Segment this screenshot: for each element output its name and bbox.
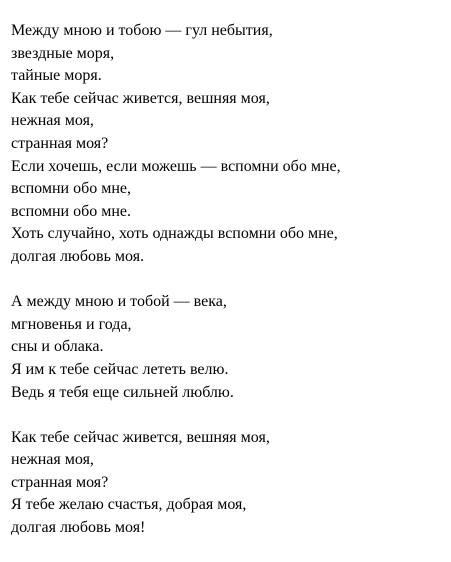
poem-line: вспомни обо мне, xyxy=(11,180,131,198)
poem-line: нежная моя, xyxy=(11,451,94,469)
stanza-2 xyxy=(11,291,441,404)
poem-line: Как тебе сейчас живется, вешняя моя, xyxy=(11,89,270,107)
poem-line: Я им к тебе сейчас лететь велю. xyxy=(11,360,229,378)
poem-line: Я тебе желаю счастья, добрая моя, xyxy=(11,496,247,514)
poem-line: тайные моря. xyxy=(11,67,102,85)
poem-text xyxy=(11,20,441,562)
stanza-3 xyxy=(11,427,441,540)
poem-line: нежная моя, xyxy=(11,112,94,130)
poem-line: Если хочешь, если можешь — вспомни обо мне, xyxy=(11,157,341,175)
poem-line: Хоть случайно, хоть однажды вспомни обо мне, xyxy=(11,225,338,243)
poem-line: А между мною и тобой — века, xyxy=(11,293,227,311)
poem-line: долгая любовь моя. xyxy=(11,247,145,265)
poem-line: мгновенья и года, xyxy=(11,315,132,333)
poem-line: странная моя? xyxy=(11,473,109,491)
poem-line: Как тебе сейчас живется, вешняя моя, xyxy=(11,428,270,446)
poem-line: сны и облака. xyxy=(11,338,104,356)
poem-line: Между мною и тобою — гул небытия, xyxy=(11,22,273,39)
poem-line: звездные моря, xyxy=(11,44,115,62)
poem-line: вспомни обо мне. xyxy=(11,202,131,220)
poem-line: странная моя? xyxy=(11,134,109,152)
poem-line: Ведь я тебя еще сильней люблю. xyxy=(11,383,234,401)
stanza-1 xyxy=(11,20,441,269)
poem-line: долгая любовь моя! xyxy=(11,519,146,537)
